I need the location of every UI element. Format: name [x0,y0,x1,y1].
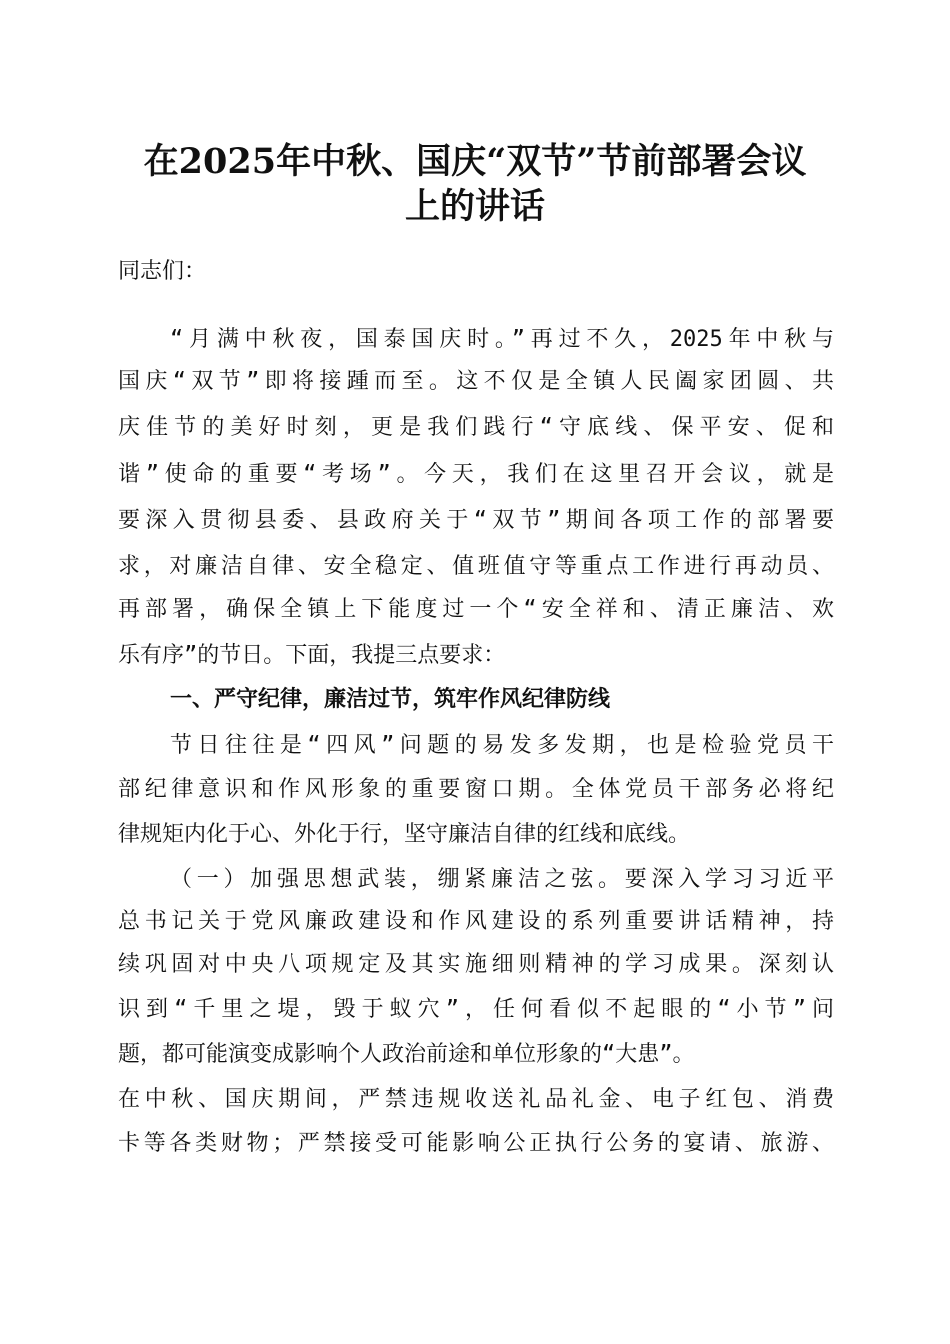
subsection-line: 识到“千里之堤，毁于蚁穴”，任何看似不起眼的“小节”问 [118,997,834,1022]
intro-line: 要深入贯彻县委、县政府关于“双节”期间各项工作的部署要 [118,508,834,533]
subsection-line: 续巩固对中央八项规定及其实施细则精神的学习成果。深刻认 [118,952,834,977]
intro-line: “月满中秋夜，国泰国庆时。”再过不久，2025年中秋与 [170,327,834,352]
subsection-line: 总书记关于党风廉政建设和作风建设的系列重要讲话精神，持 [118,909,834,934]
section1-line: 律规矩内化于心、外化于行，坚守廉洁自律的红线和底线。 [118,822,691,847]
salutation: 同志们： [118,259,207,284]
section1-line: 节日往往是“四风”问题的易发多发期，也是检验党员干 [170,733,834,758]
document-title-line-2: 上的讲话 [404,186,545,227]
document-title-line-1: 在2025年中秋、国庆“双节”节前部署会议 [143,141,807,182]
subsection-line: 卡等各类财物；严禁接受可能影响公正执行公务的宴请、旅游、 [118,1131,834,1156]
intro-line: 谐”使命的重要“考场”。今天，我们在这里召开会议，就是 [118,462,834,487]
intro-line: 乐有序”的节日。下面，我提三点要求： [118,643,506,668]
section1-line: 部纪律意识和作风形象的重要窗口期。全体党员干部务必将纪 [118,777,834,802]
intro-line: 国庆“双节”即将接踵而至。这不仅是全镇人民阖家团圆、共 [118,369,834,394]
intro-line: 求，对廉洁自律、安全稳定、值班值守等重点工作进行再动员、 [118,554,834,579]
subsection-line: （一）加强思想武装，绷紧廉洁之弦。要深入学习习近平 [170,867,834,892]
section-heading-1: 一、严守纪律，廉洁过节，筑牢作风纪律防线 [170,687,611,712]
subsection-line: 在中秋、国庆期间，严禁违规收送礼品礼金、电子红包、消费 [118,1087,834,1112]
subsection-line: 题，都可能演变成影响个人政治前途和单位形象的“大患”。 [118,1042,695,1067]
intro-line: 再部署，确保全镇上下能度过一个“安全祥和、清正廉洁、欢 [118,597,834,622]
intro-line: 庆佳节的美好时刻，更是我们践行“守底线、保平安、促和 [118,415,834,440]
